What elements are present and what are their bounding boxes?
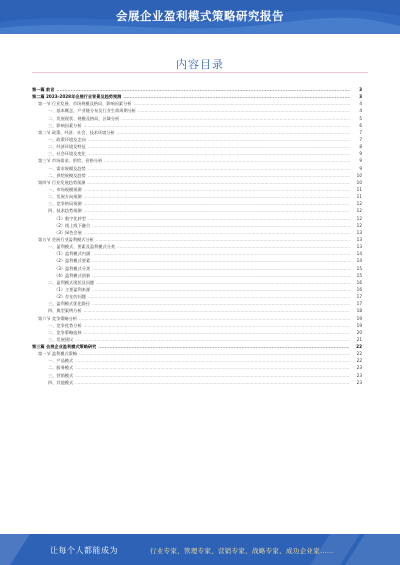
toc-leader-dots <box>92 300 350 307</box>
toc-entry-label: （2）线上线下融合 <box>54 222 91 228</box>
toc-leader-dots <box>75 357 350 364</box>
toc-entry-label: 二、服务模式 <box>48 365 74 371</box>
toc-entry-page: 23 <box>356 372 362 378</box>
toc-entry-page: 20 <box>356 329 362 335</box>
toc-leader-dots <box>98 343 350 350</box>
toc-leader-dots <box>92 265 350 272</box>
toc-entry-page: 13 <box>356 236 362 242</box>
toc-leader-dots <box>92 286 350 293</box>
toc-leader-dots <box>84 186 350 193</box>
toc-leader-dots <box>92 272 350 279</box>
toc-entry[interactable] <box>32 257 362 264</box>
toc-entry-label: （1）盈利模式内涵 <box>54 251 91 257</box>
toc-entry[interactable] <box>32 157 362 164</box>
toc-entry[interactable] <box>32 115 362 122</box>
toc-entry[interactable] <box>32 107 362 114</box>
toc-entry-page: 17 <box>356 294 362 300</box>
toc-leader-dots <box>117 243 350 250</box>
toc-entry-label: 一、产品模式 <box>48 358 74 364</box>
toc-entry-page: 3 <box>359 94 362 100</box>
toc-entry-label: 第一篇 前言 <box>32 87 55 92</box>
toc-entry-page: 5 <box>359 115 362 121</box>
toc-entry-label: 第二节 政策、经济、社会、技术环境分析 <box>38 129 115 135</box>
toc-entry-label: （2）盈利模式要素 <box>54 258 91 264</box>
toc-leader-dots <box>84 229 350 236</box>
toc-entry-page: 23 <box>356 379 362 385</box>
toc-entry-page: 15 <box>356 265 362 271</box>
toc-entry[interactable] <box>32 315 362 322</box>
toc-entry[interactable] <box>32 272 362 279</box>
toc-entry-label: （3）盈利模式分类 <box>54 265 91 271</box>
footer-banner <box>0 534 400 565</box>
toc-entry[interactable] <box>32 279 362 286</box>
toc-entry-label: 一、盈利模式、要素及盈利模式分类 <box>48 244 116 250</box>
toc-entry-label: 三、竞争格局预测 <box>48 201 82 207</box>
toc-entry[interactable] <box>32 93 362 100</box>
toc-entry[interactable] <box>32 150 362 157</box>
toc-leader-dots <box>117 129 350 136</box>
toc-leader-dots <box>75 379 350 386</box>
toc-entry-label: 第二篇 2023-2028年会展行业背景及趋势预测 <box>32 94 122 100</box>
toc-leader-dots <box>79 315 350 322</box>
toc-entry-label: 二、供给规模及趋势 <box>48 172 86 178</box>
toc-entry[interactable] <box>32 136 362 143</box>
toc-entry-label: 四、技术趋势预测 <box>48 208 82 214</box>
toc-entry-label: （3）绿色会展 <box>54 229 82 235</box>
toc-entry-label: 三、营销模式 <box>48 372 74 378</box>
footer-tagline: 行业专家、管理专家、营销专家、战略专家、成功企业家…… <box>150 547 334 555</box>
toc-entry[interactable] <box>32 207 362 214</box>
toc-entry-label: 一、政策环境及走向 <box>48 136 86 142</box>
toc-entry[interactable] <box>32 172 362 179</box>
toc-leader-dots <box>84 322 350 329</box>
footer-slogan: 让每个人都能成为 <box>50 546 118 555</box>
toc-entry-page: 22 <box>356 351 362 357</box>
toc-divider <box>32 72 368 73</box>
toc-leader-dots <box>92 257 350 264</box>
toc-entry-page: 13 <box>356 229 362 235</box>
toc-entry[interactable] <box>32 222 362 229</box>
toc-leader-dots <box>138 107 350 114</box>
header-banner <box>0 0 400 34</box>
toc-entry-label: （4）盈利模式创新 <box>54 272 91 278</box>
toc-entry-page: 11 <box>356 186 362 192</box>
toc-entry[interactable] <box>32 286 362 293</box>
toc-entry-page: 10 <box>356 179 362 185</box>
toc-entry-page: 11 <box>356 194 362 200</box>
toc-entry[interactable] <box>32 350 362 357</box>
toc-entry[interactable] <box>32 293 362 300</box>
toc-entry-label: 第一节 盈利模式策略 <box>38 351 78 357</box>
toc-entry-label: 二、竞争策略选择 <box>48 329 82 335</box>
toc-entry-page: 12 <box>356 201 362 207</box>
toc-entry-label: 一、需求规模及趋势 <box>48 165 86 171</box>
toc-entry[interactable] <box>32 86 362 93</box>
toc-entry-page: 9 <box>359 158 362 164</box>
toc-entry-page: 14 <box>356 258 362 264</box>
toc-entry-label: 四、典型案例分析 <box>48 308 82 314</box>
toc-entry-page: 7 <box>359 136 362 142</box>
toc-leader-dots <box>104 157 350 164</box>
toc-entry-page: 22 <box>356 358 362 364</box>
toc-entry[interactable] <box>32 143 362 150</box>
toc-leader-dots <box>123 93 350 100</box>
toc-entry-label: 四、其他模式 <box>48 379 74 385</box>
toc-entry[interactable] <box>32 179 362 186</box>
toc-entry[interactable] <box>32 336 362 343</box>
toc-entry-label: （1）主要盈利来源 <box>54 286 91 292</box>
toc-leader-dots <box>88 143 350 150</box>
toc-entry-label: 二、经济环境及特征 <box>48 144 86 150</box>
toc-entry-label: 二、盈利模式现状及问题 <box>48 279 95 285</box>
toc-entry-label: 三、盈利模式优化路径 <box>48 301 90 307</box>
toc-entry-label: 第六节 竞争策略分析 <box>38 315 78 321</box>
toc-entry-page: 8 <box>359 144 362 150</box>
toc-entry[interactable] <box>32 372 362 379</box>
toc-entry-page: 18 <box>356 308 362 314</box>
toc-entry[interactable] <box>32 300 362 307</box>
toc-entry[interactable] <box>32 343 362 350</box>
toc-leader-dots <box>88 172 350 179</box>
toc-entry[interactable] <box>32 265 362 272</box>
toc-entry[interactable] <box>32 243 362 250</box>
toc-leader-dots <box>84 200 350 207</box>
toc-entry-label: 一、基本概念、产业链分布及行业生命周期分析 <box>48 108 136 114</box>
toc-leader-dots <box>121 115 350 122</box>
report-title: 会展企业盈利模式策略研究报告 <box>116 9 284 23</box>
toc-entry-page: 22 <box>356 344 362 350</box>
toc-entry-page: 4 <box>359 108 362 114</box>
toc-entry-page: 21 <box>356 336 362 342</box>
toc-entry-label: （2）存在的问题 <box>54 294 86 300</box>
toc-entry[interactable] <box>32 100 362 107</box>
toc-leader-dots <box>75 336 350 343</box>
toc-entry-page: 15 <box>356 272 362 278</box>
toc-leader-dots <box>92 222 350 229</box>
toc-entry-page: 3 <box>359 87 362 92</box>
toc-entry[interactable] <box>32 329 362 336</box>
toc-entry[interactable] <box>32 250 362 257</box>
toc-entry-page: 9 <box>359 165 362 171</box>
toc-entry[interactable] <box>32 129 362 136</box>
toc-leader-dots <box>84 307 350 314</box>
toc-entry[interactable] <box>32 379 362 386</box>
toc-entry[interactable] <box>32 229 362 236</box>
toc-entry-page: 16 <box>356 286 362 292</box>
toc-entry[interactable] <box>32 215 362 222</box>
toc-entry-page: 4 <box>359 101 362 107</box>
toc-entry-page: 6 <box>359 122 362 128</box>
toc-leader-dots <box>84 193 350 200</box>
toc-leader-dots <box>92 250 350 257</box>
toc-entry[interactable] <box>32 165 362 172</box>
toc-entry[interactable] <box>32 186 362 193</box>
toc-leader-dots <box>84 122 350 129</box>
toc-entry-page: 9 <box>359 151 362 157</box>
toc-entry-page: 23 <box>356 365 362 371</box>
table-of-contents <box>32 86 362 386</box>
toc-entry-label: 一、竞争优势分析 <box>48 322 82 328</box>
toc-entry-label: 二、发展现状、规模及格局、区域分析 <box>48 115 120 121</box>
toc-entry-label: 第三节 市场需求、供给、价格分析 <box>38 158 103 164</box>
toc-entry[interactable] <box>32 236 362 243</box>
toc-entry-label: 三、社会环境及变化 <box>48 151 86 157</box>
toc-leader-dots <box>96 236 350 243</box>
toc-entry-page: 19 <box>356 315 362 321</box>
toc-leader-dots <box>56 86 350 93</box>
toc-entry-label: （1）数字化转型 <box>54 215 86 221</box>
toc-entry-page: 14 <box>356 251 362 257</box>
toc-leader-dots <box>75 372 350 379</box>
toc-leader-dots <box>88 150 350 157</box>
toc-entry-label: 第三篇 会展企业盈利模式策略研究 <box>32 344 97 350</box>
toc-entry-label: 三、影响因素分析 <box>48 122 82 128</box>
toc-entry-label: 第一节 行业发展、市场规模及格局、影响因素分析 <box>38 101 132 107</box>
toc-entry-page: 12 <box>356 208 362 214</box>
toc-entry-label: 三、发展建议 <box>48 336 74 342</box>
toc-entry[interactable] <box>32 357 362 364</box>
toc-entry-label: 二、发展方向预测 <box>48 194 82 200</box>
toc-entry-page: 12 <box>356 222 362 228</box>
toc-entry-page: 13 <box>356 244 362 250</box>
toc-leader-dots <box>79 350 350 357</box>
toc-entry[interactable] <box>32 307 362 314</box>
toc-leader-dots <box>96 279 350 286</box>
toc-entry-label: 第五节 会展行业盈利模式分析 <box>38 236 94 242</box>
toc-leader-dots <box>133 100 350 107</box>
toc-leader-dots <box>88 165 350 172</box>
toc-entry-page: 12 <box>356 215 362 221</box>
toc-leader-dots <box>88 215 350 222</box>
toc-entry[interactable] <box>32 322 362 329</box>
toc-leader-dots <box>84 207 350 214</box>
toc-leader-dots <box>75 364 350 371</box>
toc-entry-label: 第四节 行业发展趋势预测 <box>38 179 86 185</box>
toc-entry[interactable] <box>32 122 362 129</box>
toc-entry[interactable] <box>32 364 362 371</box>
toc-leader-dots <box>87 179 350 186</box>
toc-entry-page: 7 <box>359 129 362 135</box>
toc-leader-dots <box>88 136 350 143</box>
toc-entry-page: 10 <box>356 172 362 178</box>
toc-entry-page: 17 <box>356 301 362 307</box>
toc-entry[interactable] <box>32 193 362 200</box>
toc-entry[interactable] <box>32 200 362 207</box>
toc-entry-page: 19 <box>356 322 362 328</box>
toc-leader-dots <box>88 293 350 300</box>
toc-entry-label: 一、市场规模预测 <box>48 186 82 192</box>
toc-entry-page: 16 <box>356 279 362 285</box>
toc-heading: 内容目录 <box>176 58 224 71</box>
toc-leader-dots <box>84 329 350 336</box>
